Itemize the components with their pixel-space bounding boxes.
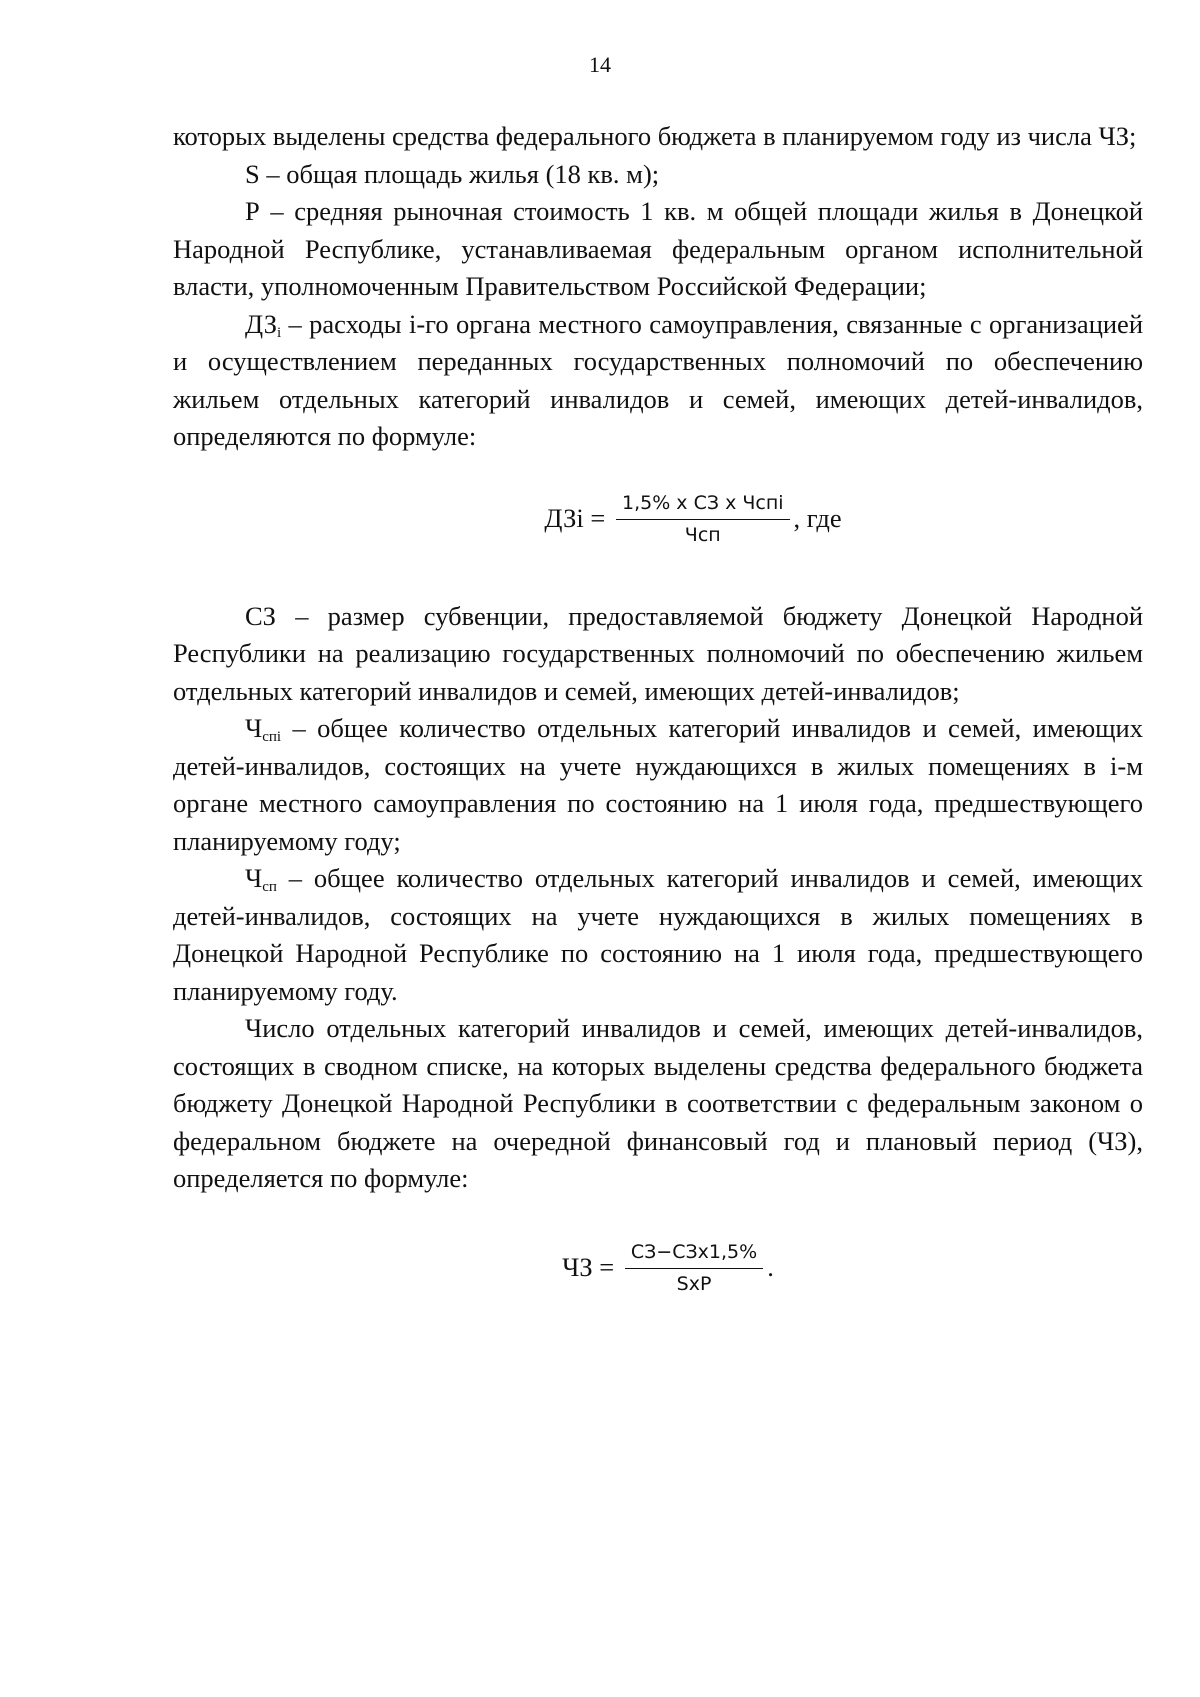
formula-dzi-fraction	[616, 490, 790, 548]
term-chspi: Ч	[245, 713, 263, 743]
formula-chz-denominator: SxP	[676, 1272, 712, 1295]
page-number: 14	[589, 52, 611, 77]
formula-dzi-numerator: 1,5% x СЗ x Чспi	[616, 490, 790, 520]
term-dz-subscript: i	[277, 324, 282, 341]
document-body	[173, 118, 1143, 1328]
formula-chz-fraction	[625, 1239, 763, 1297]
term-chsp-text: – общее количество отдельных категорий инвалидов и семей, имеющих детей-инвалидов, состоящих на учете нуждающихся в жилых помещениях в Донецкой Народной Республике по состоянию на 1 июля года, предшествующего планируемому году.	[173, 863, 1143, 1006]
term-dz-text: – расходы i-го органа местного самоуправления, связанные с организацией и осуществлением переданных государственных полномочий по обеспечению жильем отдельных категорий инвалидов и семей, имеющих детей-инвалидов, определяются по формуле:	[173, 308, 1143, 451]
formula-dzi-tail: , где	[793, 502, 842, 533]
paragraph-chspi-definition	[173, 710, 1143, 860]
term-chspi-text: – общее количество отдельных категорий инвалидов и семей, имеющих детей-инвалидов, состоящих на учете нуждающихся в жилых помещениях в i-м органе местного самоуправления по состоянию на 1 июля года, предшествующего планируемому году;	[173, 713, 1143, 856]
term-chsp: Ч	[245, 863, 263, 893]
paragraph-count-definition: Число отдельных категорий инвалидов и семей, имеющих детей-инвалидов, состоящих в сводном списке, на которых выделены средства федерального бюджета бюджету Донецкой Народной Республики в соответствии с федеральным законом о федеральном бюджете на очередной финансовый год и плановый период (ЧЗ), определяется по формуле:	[173, 1013, 1143, 1193]
formula-dzi	[173, 456, 1143, 582]
formula-chz-numerator: СЗ−СЗх1,5%	[625, 1239, 763, 1269]
term-chsp-subscript: сп	[262, 879, 277, 895]
paragraph-price-definition: Р – средняя рыночная стоимость 1 кв. м общей площади жилья в Донецкой Народной Республике, устанавливаемая федеральным органом исполнительной власти, уполномоченным Правительством Российской Федерации;	[173, 196, 1143, 301]
term-chspi-subscript: спi	[262, 729, 282, 745]
term-dz: ДЗ	[245, 308, 278, 339]
paragraph-chsp-definition	[173, 860, 1143, 1010]
formula-chz-lhs: ЧЗ =	[562, 1251, 621, 1282]
formula-dzi-lhs: ДЗi =	[544, 502, 612, 533]
formula-chz-tail: .	[767, 1251, 774, 1282]
formula-dzi-denominator: Чсп	[684, 523, 721, 546]
paragraph-subvention-definition: СЗ – размер субвенции, предоставляемой бюджету Донецкой Народной Республики на реализацию государственных полномочий по обеспечению жильем отдельных категорий инвалидов и семей, имеющих детей-инвалидов;	[173, 600, 1143, 706]
formula-chz	[173, 1208, 1143, 1328]
spacer	[173, 582, 1143, 598]
paragraph-area-definition: S – общая площадь жилья (18 кв. м);	[245, 158, 660, 189]
paragraph-continuation: которых выделены средства федерального бюджета в планируемом году из числа ЧЗ;	[173, 121, 1137, 151]
paragraph-expenses-definition	[173, 306, 1143, 456]
